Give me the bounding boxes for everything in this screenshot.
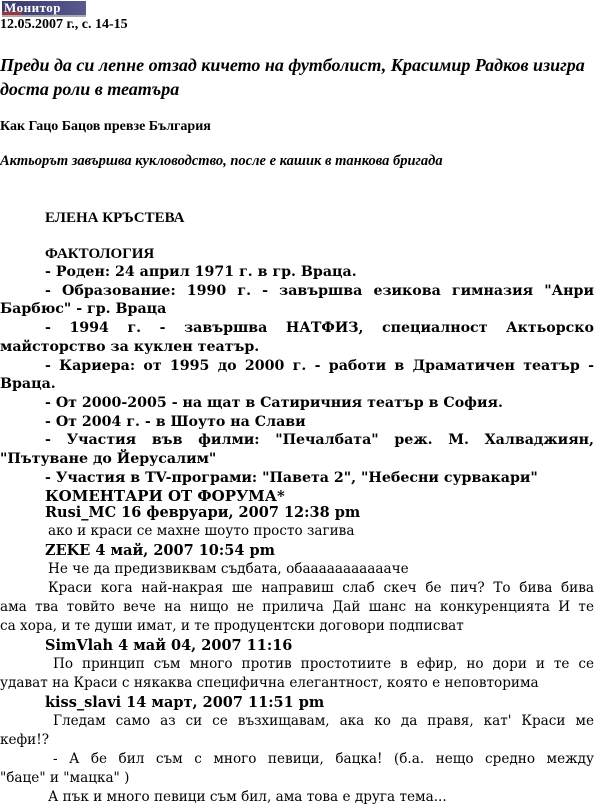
article-lead: Актьорът завършва кукловодство, после е кашик в танкова бригада bbox=[0, 153, 443, 169]
comment bbox=[0, 636, 594, 693]
fact-satirical-theatre: - От 2000-2005 - на щат в Сатиричния театър в София. bbox=[45, 394, 503, 411]
fact-education-line1: - Образование: 1990 г. - завършва езикова гимназия "Анри bbox=[45, 282, 594, 299]
forum-comments bbox=[0, 503, 594, 807]
fact-tv: - Участия в TV-програми: "Павета 2", "Небесни сурвакари" bbox=[45, 469, 538, 486]
comment-text: са хора, и те души имат, и те продуцентски договори подписват bbox=[0, 618, 464, 634]
fact-career-line1: - Кариера: от 1995 до 2000 г. - работи в Драматичен театър - bbox=[45, 357, 594, 374]
fact-show: - От 2004 г. - в Шоуто на Слави bbox=[45, 413, 306, 430]
fact-natfiz-line1: - 1994 г. - завършва НАТФИЗ, специалност Актьорско bbox=[45, 320, 594, 337]
article-subtitle: Как Гацо Бацов превзе България bbox=[0, 119, 211, 134]
comment-text: Гледам само аз си се възхищавам, ака ко да правя, кат' Краси ме bbox=[53, 713, 594, 729]
comment bbox=[0, 503, 594, 541]
comment-header: Rusi_MC 16 февруари, 2007 12:38 pm bbox=[45, 504, 361, 521]
comment bbox=[0, 541, 594, 636]
comment-text: - А бе бил съм с много певици, бацка! (б.а. нещо средно между bbox=[53, 751, 594, 767]
comment-header: ZEKE 4 май, 2007 10:54 pm bbox=[45, 542, 275, 559]
facts-heading: ФАКТОЛОГИЯ bbox=[45, 246, 155, 262]
comment-header: kiss_slavi 14 март, 2007 11:51 pm bbox=[45, 694, 325, 711]
comment-text: ама тва товйто вече на нищо не прилича Дай шанс на конкуренцията И те bbox=[0, 599, 594, 615]
comment-text: удават на Краси с някаква специфична елегантност, която е неповторима bbox=[0, 675, 539, 691]
comment-text: кефи!? bbox=[0, 732, 49, 748]
fact-education-line2: Барбюс" - гр. Враца bbox=[0, 301, 167, 318]
comment-text: Не че да предизвиквам съдбата, обаааааааааааче bbox=[48, 561, 409, 577]
fact-films-line2: "Пътуване до Йерусалим" bbox=[0, 451, 217, 468]
logo-text: Монитор bbox=[4, 1, 62, 15]
publication-date: 12.05.2007 г., с. 14-15 bbox=[0, 17, 128, 32]
facts-list bbox=[0, 263, 594, 506]
comment-text: Краси кога най-накрая ше направиш слаб скеч бе пич? То бива бива bbox=[48, 580, 594, 596]
comment-text: ако и краси се махне шоуто просто загива bbox=[48, 523, 355, 539]
fact-films-line1: - Участия във филми: "Печалбата" реж. М. Халваджиян, bbox=[45, 432, 594, 449]
fact-born: - Роден: 24 април 1971 г. в гр. Враца. bbox=[45, 264, 357, 280]
newspaper-logo bbox=[2, 1, 86, 15]
fact-natfiz-line2: майсторство за куклен театър. bbox=[0, 338, 260, 355]
comment-text: А пък и много певици съм бил, ама това е друга тема... bbox=[48, 789, 447, 805]
comment-text: По принцип съм много против простотиите в ефир, но дори и те се bbox=[53, 656, 594, 672]
comment bbox=[0, 693, 594, 807]
article-title: Преди да си лепне отзад кичето на футболист, Красимир Радков изигра доста роли в театъра bbox=[0, 55, 585, 99]
comment-header: SimVlah 4 май 04, 2007 11:16 bbox=[45, 637, 293, 654]
fact-career-line2: Враца. bbox=[0, 376, 56, 393]
article-author: ЕЛЕНА КРЪСТЕВА bbox=[45, 210, 185, 226]
comment-text: "баце" и "мацка" ) bbox=[0, 770, 130, 786]
forum-heading: КОМЕНТАРИ ОТ ФОРУМА* bbox=[45, 487, 285, 506]
